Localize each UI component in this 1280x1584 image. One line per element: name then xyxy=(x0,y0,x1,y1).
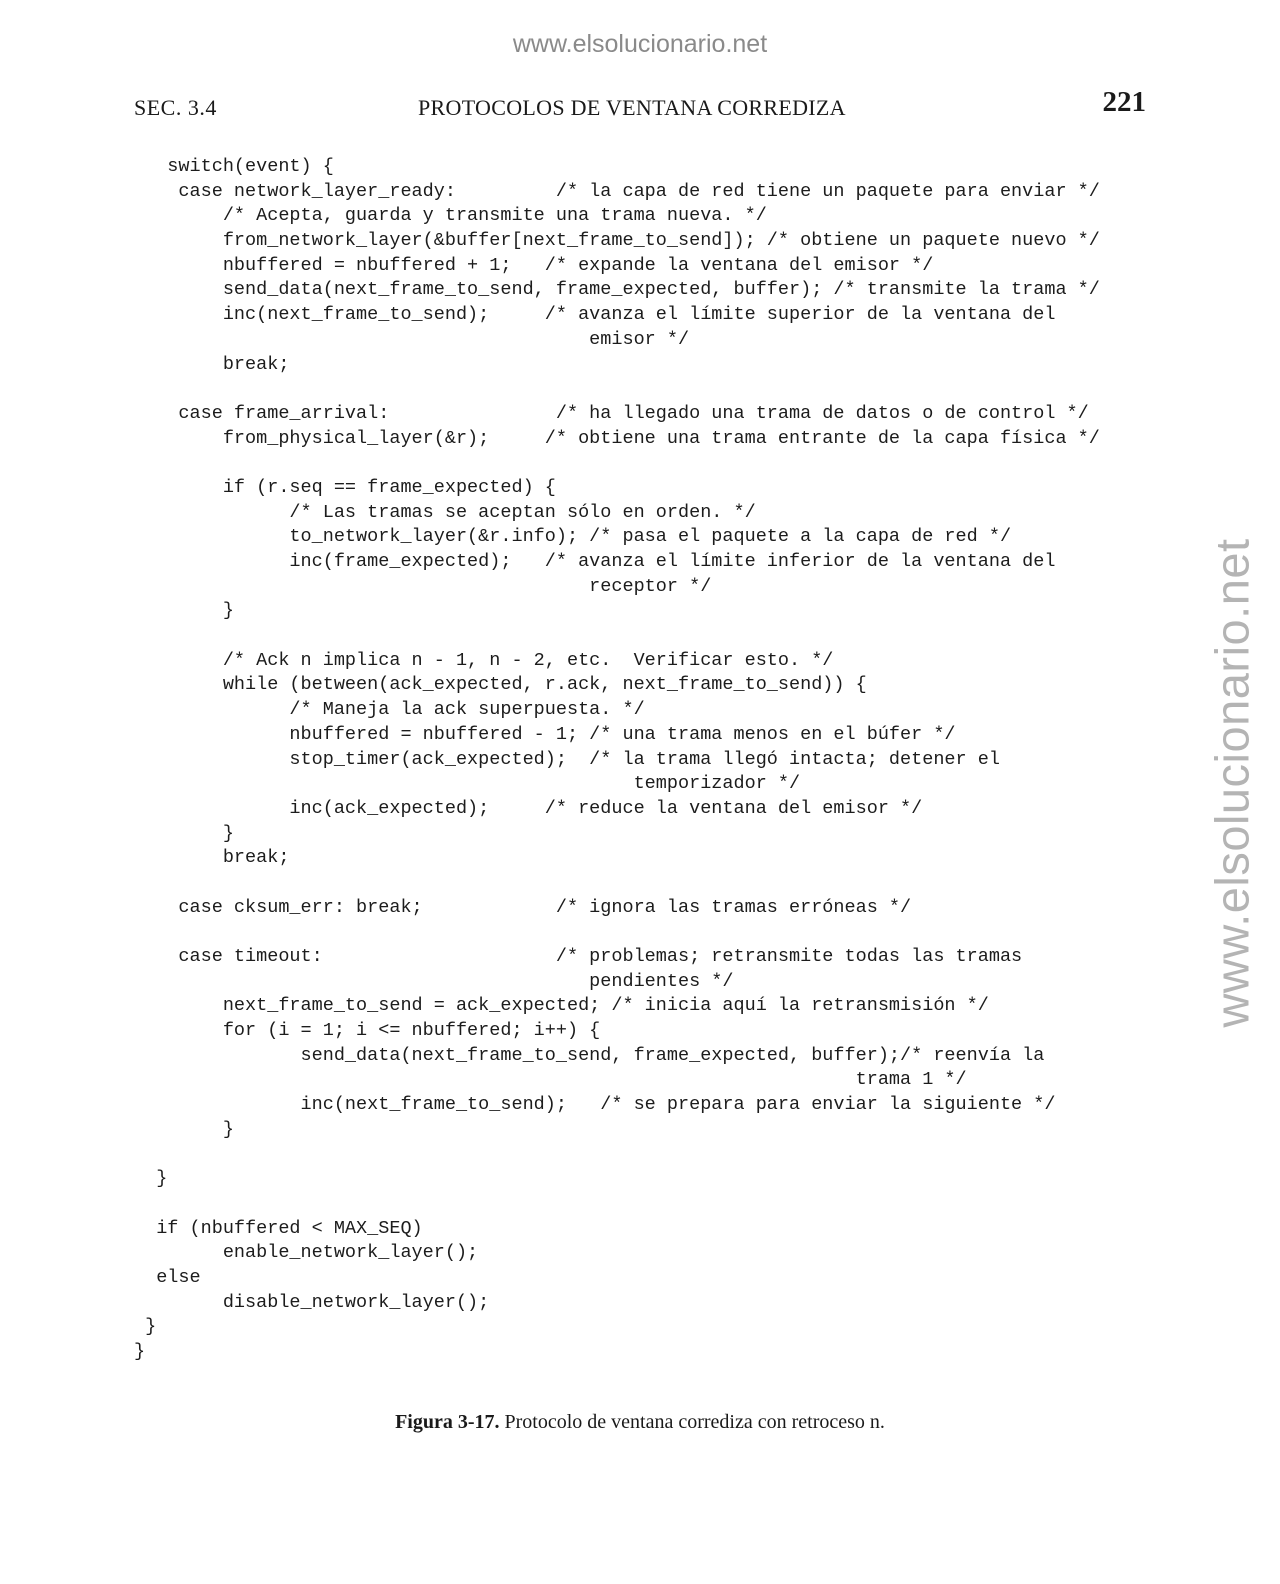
code-line: receptor */ xyxy=(134,575,712,597)
code-line: switch(event) { xyxy=(134,156,334,177)
code-line: temporizador */ xyxy=(134,773,801,795)
code-line: inc(frame_expected); /* avanza el límite inferior de la ventana del xyxy=(134,551,1056,572)
code-line xyxy=(134,871,1100,896)
code-line: pendientes */ xyxy=(134,970,734,992)
code-line: /* Acepta, guarda y transmite una trama nueva. */ xyxy=(134,205,767,227)
code-line: break; xyxy=(134,353,290,375)
code-line: } xyxy=(134,1316,157,1338)
code-line: if (r.seq == frame_expected) { xyxy=(134,476,556,498)
code-line: else xyxy=(134,1266,201,1288)
code-line: case timeout: /* problemas; retransmite todas las tramas xyxy=(134,946,1023,967)
code-line: /* Maneja la ack superpuesta. */ xyxy=(134,699,645,721)
code-line: enable_network_layer(); xyxy=(134,1242,479,1264)
code-line: nbuffered = nbuffered + 1; /* expande la ventana del emisor */ xyxy=(134,254,934,276)
code-line xyxy=(134,1192,1100,1217)
code-line: emisor */ xyxy=(134,328,690,350)
code-line: case network_layer_ready: /* la capa de red tiene un paquete para enviar */ xyxy=(134,180,1100,202)
code-line: send_data(next_frame_to_send, frame_expected, buffer);/* reenvía la xyxy=(134,1044,1045,1066)
code-line: inc(next_frame_to_send); /* avanza el límite superior de la ventana del xyxy=(134,304,1056,326)
code-line: send_data(next_frame_to_send, frame_expected, buffer); /* transmite la trama */ xyxy=(134,279,1100,301)
code-line: /* Las tramas se aceptan sólo en orden. */ xyxy=(134,501,756,523)
top-watermark: www.elsolucionario.net xyxy=(512,30,768,58)
code-line: disable_network_layer(); xyxy=(134,1291,490,1313)
code-line: nbuffered = nbuffered - 1; /* una trama menos en el búfer */ xyxy=(134,723,956,745)
code-line: /* Ack n implica n - 1, n - 2, etc. Verificar esto. */ xyxy=(134,649,834,671)
code-line: } xyxy=(134,1168,168,1190)
code-line: trama 1 */ xyxy=(134,1069,967,1091)
code-line: stop_timer(ack_expected); /* la trama llegó intacta; detener el xyxy=(134,748,1000,770)
code-line: from_physical_layer(&r); /* obtiene una trama entrante de la capa física */ xyxy=(134,427,1100,449)
section-number: SEC. 3.4 xyxy=(134,95,217,120)
figure-caption xyxy=(0,1411,1280,1434)
side-watermark: www.elsolucionario.net xyxy=(1205,538,1259,1028)
page-number: 221 xyxy=(1102,86,1146,118)
code-line: } xyxy=(134,1118,234,1140)
code-line: to_network_layer(&r.info); /* pasa el paquete a la capa de red */ xyxy=(134,526,1012,548)
figure-label: Figura 3-17. xyxy=(395,1411,500,1433)
code-line: inc(next_frame_to_send); /* se prepara para enviar la siguiente */ xyxy=(134,1094,1056,1116)
code-line: case cksum_err: break; /* ignora las tramas erróneas */ xyxy=(134,896,912,918)
code-line xyxy=(134,1143,1100,1168)
figure-caption-text: Protocolo de ventana corrediza con retroceso n. xyxy=(504,1411,885,1433)
running-title: PROTOCOLOS DE VENTANA CORREDIZA xyxy=(418,95,846,120)
code-line: } xyxy=(134,822,234,844)
code-line: inc(ack_expected); /* reduce la ventana del emisor */ xyxy=(134,797,923,819)
code-line: break; xyxy=(134,847,290,869)
code-line: } xyxy=(134,1341,146,1362)
code-line: if (nbuffered < MAX_SEQ) xyxy=(134,1217,423,1239)
code-line: case frame_arrival: /* ha llegado una trama de datos o de control */ xyxy=(134,402,1089,424)
code-line xyxy=(134,624,1100,649)
code-listing xyxy=(134,155,1100,1365)
code-line xyxy=(134,377,1100,402)
code-line xyxy=(134,451,1100,476)
code-line: next_frame_to_send = ack_expected; /* inicia aquí la retransmisión */ xyxy=(134,995,989,1017)
code-line: while (between(ack_expected, r.ack, next_frame_to_send)) { xyxy=(134,674,867,696)
code-line xyxy=(134,920,1100,945)
code-line: from_network_layer(&buffer[next_frame_to_send]); /* obtiene un paquete nuevo */ xyxy=(134,230,1100,252)
code-line: for (i = 1; i <= nbuffered; i++) { xyxy=(134,1020,601,1042)
code-line: } xyxy=(134,600,234,622)
